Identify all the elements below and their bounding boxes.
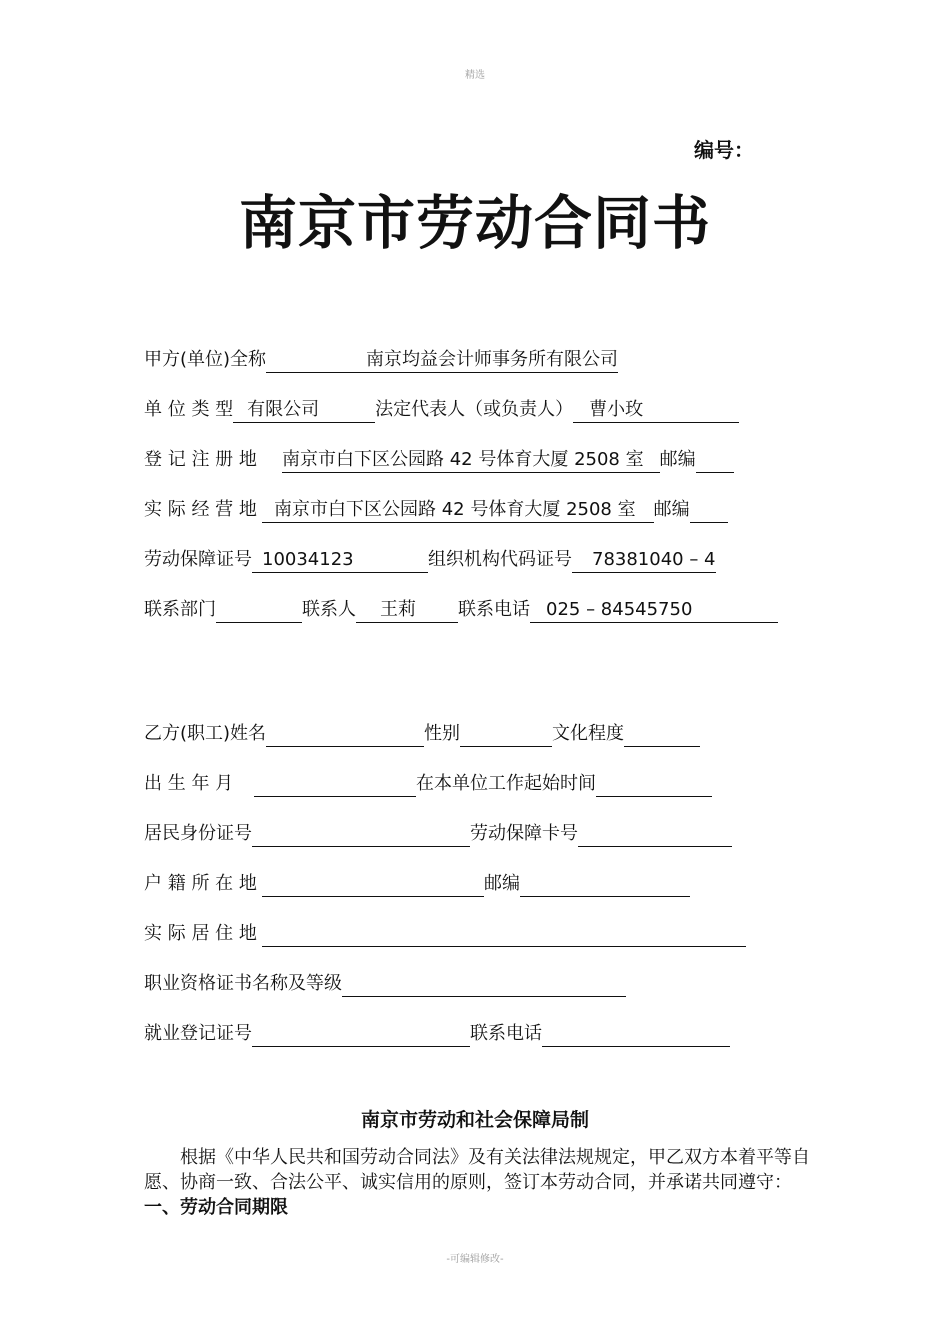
party-a-org-code-value: 78381040 – 4 xyxy=(592,548,716,573)
party-a-phone-label: 联系电话 xyxy=(458,599,530,620)
party-a-type-value: 有限公司 xyxy=(247,398,375,423)
party-a-phone-value: 025 – 84545750 xyxy=(546,598,778,623)
party-b-qualification-row xyxy=(144,971,626,997)
document-title: 南京市劳动合同书 xyxy=(238,189,711,257)
party-b-hukou-zip-label: 邮编 xyxy=(484,873,520,894)
party-a-name-label: 甲方(单位)全称 xyxy=(144,349,267,370)
party-a-registered-label: 登 记 注 册 地 xyxy=(144,449,257,470)
party-b-phone-blank xyxy=(542,1022,730,1047)
party-b-employment-row xyxy=(144,1021,730,1047)
party-b-id-blank xyxy=(252,822,470,847)
party-a-registered-zip-blank xyxy=(696,448,734,473)
party-b-id-row xyxy=(144,821,732,847)
party-b-name-blank xyxy=(266,722,424,747)
party-b-start-blank xyxy=(596,772,712,797)
party-b-id-label: 居民身份证号 xyxy=(144,823,252,844)
party-a-rep-value: 曹小玫 xyxy=(589,398,739,423)
party-a-registered-row xyxy=(144,447,734,473)
party-a-operating-label: 实 际 经 营 地 xyxy=(144,499,257,520)
party-a-contact-row xyxy=(144,597,778,623)
party-b-hukou-zip-blank xyxy=(520,872,690,897)
contract-body xyxy=(144,1145,844,1220)
party-b-education-blank xyxy=(624,722,700,747)
party-b-birth-row xyxy=(144,771,712,797)
party-b-birth-blank xyxy=(254,772,416,797)
party-a-contact-value: 王莉 xyxy=(380,598,458,623)
serial-number-label: 编号： xyxy=(694,138,754,162)
party-a-cert-row xyxy=(144,547,716,573)
blank-line xyxy=(266,348,366,373)
party-a-operating-zip-blank xyxy=(690,498,728,523)
party-b-name-row xyxy=(144,721,700,747)
party-b-phone-label: 联系电话 xyxy=(470,1023,542,1044)
party-a-dept-label: 联系部门 xyxy=(144,599,216,620)
party-b-residence-label: 实 际 居 住 地 xyxy=(144,923,257,944)
party-a-operating-value: 南京市白下区公园路 42 号体育大厦 2508 室 xyxy=(274,498,636,523)
intro-paragraph: 根据《中华人民共和国劳动合同法》及有关法律法规规定，甲乙双方本着平等自愿、协商一致、合法公平、诚实信用的原则，签订本劳动合同，并承诺共同遵守： xyxy=(144,1147,810,1193)
footer-note: -可编辑修改- xyxy=(446,1254,504,1265)
party-b-social-card-label: 劳动保障卡号 xyxy=(470,823,578,844)
party-b-hukou-row xyxy=(144,871,690,897)
party-b-birth-label: 出 生 年 月 xyxy=(144,773,234,794)
party-a-rep-label: 法定代表人（或负责人） xyxy=(375,399,574,420)
party-a-dept-blank xyxy=(216,598,302,623)
party-a-labor-cert-label: 劳动保障证号 xyxy=(144,549,252,570)
party-a-operating-zip-label: 邮编 xyxy=(653,499,690,520)
party-b-social-card-blank xyxy=(578,822,732,847)
party-b-qualification-label: 职业资格证书名称及等级 xyxy=(144,973,342,994)
party-a-contact-label: 联系人 xyxy=(302,599,356,620)
party-b-name-label: 乙方(职工)姓名 xyxy=(144,723,267,744)
party-a-name-value: 南京均益会计师事务所有限公司 xyxy=(366,348,618,373)
party-a-registered-zip-label: 邮编 xyxy=(659,449,696,470)
party-a-type-label: 单 位 类 型 xyxy=(144,399,234,420)
issuing-bureau: 南京市劳动和社会保障局制 xyxy=(360,1109,589,1131)
party-b-hukou-label: 户 籍 所 在 地 xyxy=(144,873,257,894)
party-a-operating-row xyxy=(144,497,728,523)
header-watermark: 精选 xyxy=(465,70,485,81)
party-a-org-code-label: 组织机构代码证号 xyxy=(428,549,572,570)
party-b-gender-label: 性别 xyxy=(424,723,461,744)
party-b-hukou-blank xyxy=(262,872,484,897)
party-b-start-label: 在本单位工作起始时间 xyxy=(416,773,596,794)
section-1-heading: 一、劳动合同期限 xyxy=(144,1197,288,1218)
party-b-residence-blank xyxy=(262,922,746,947)
party-b-education-label: 文化程度 xyxy=(552,723,625,744)
party-b-qualification-blank xyxy=(342,972,626,997)
party-b-gender-blank xyxy=(460,722,552,747)
party-a-type-row xyxy=(144,397,739,423)
party-a-name-row xyxy=(144,347,618,373)
party-b-employment-blank xyxy=(252,1022,470,1047)
party-a-labor-cert-value: 10034123 xyxy=(262,548,428,573)
party-b-employment-label: 就业登记证号 xyxy=(144,1023,252,1044)
party-b-residence-row xyxy=(144,921,746,947)
party-a-registered-value: 南京市白下区公园路 42 号体育大厦 2508 室 xyxy=(282,448,644,473)
